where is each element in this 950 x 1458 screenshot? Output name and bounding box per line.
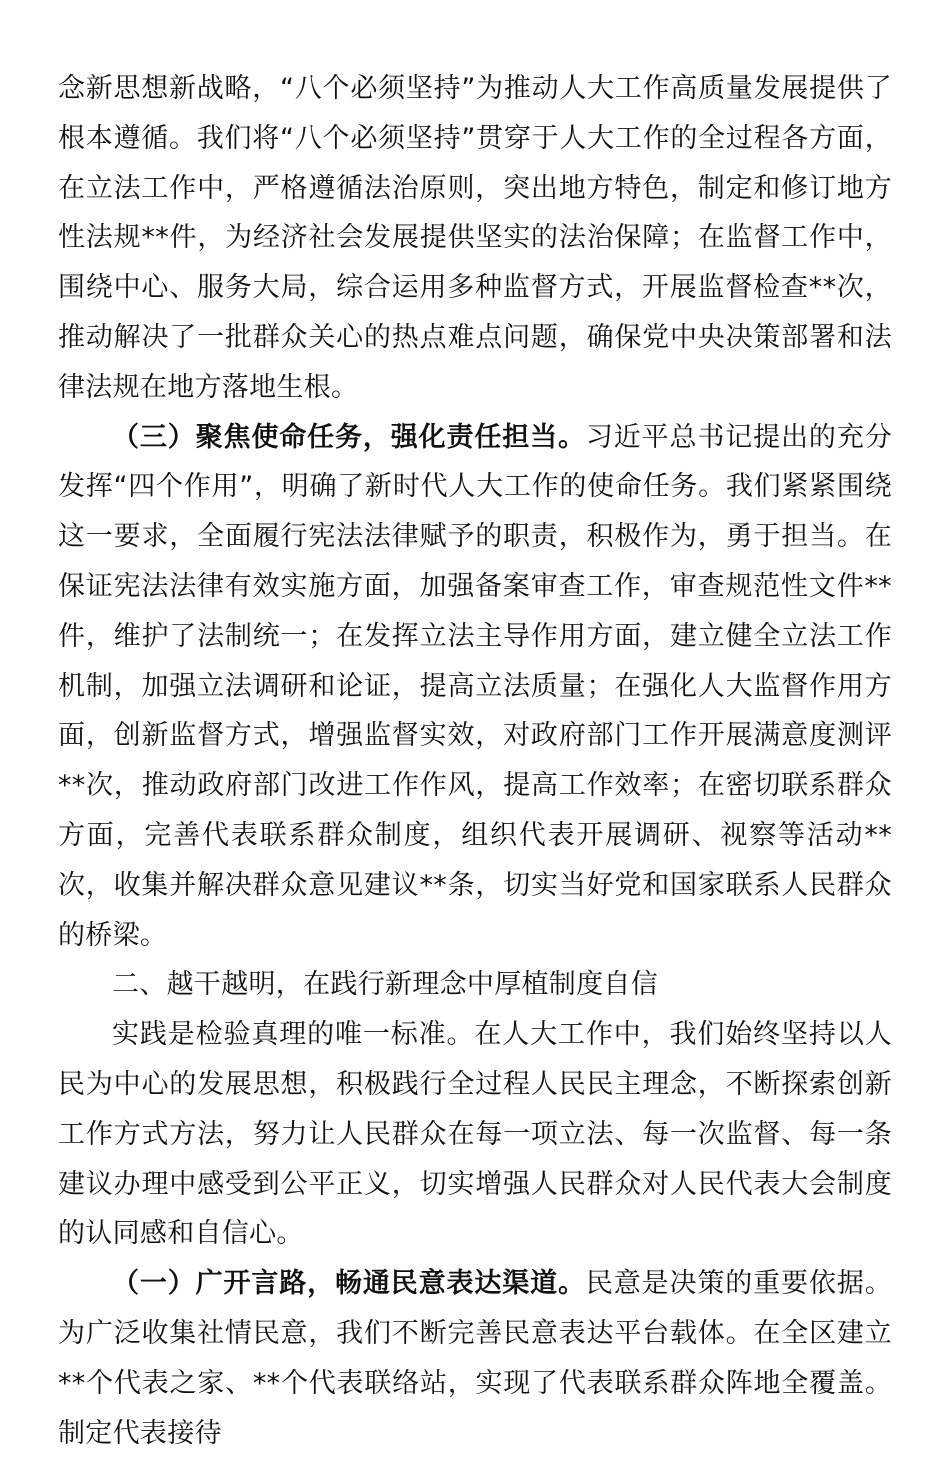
paragraph-section-3 <box>58 413 892 961</box>
paragraph-text: 实践是检验真理的唯一标准。在人大工作中，我们始终坚持以人民为中心的发展思想，积极践行全过程人民民主理念，不断探索创新工作方式方法，努力让人民群众在每一项立法、每一次监督、每一条建议办理中感受到公平正义，切实增强人民群众对人民代表大会制度的认同感和自信心。 <box>58 1019 892 1250</box>
paragraph-intro <box>58 1010 892 1259</box>
chapter-heading <box>58 960 892 1010</box>
paragraph-text: 民意是决策的重要依据。为广泛收集社情民意，我们不断完善民意表达平台载体。在全区建立**个代表之家、**个代表联络站，实现了代表联系群众阵地全覆盖。制定代表接待 <box>58 1268 892 1449</box>
chapter-heading-text: 二、越干越明，在践行新理念中厚植制度自信 <box>112 969 658 1001</box>
paragraph-text: 习近平总书记提出的充分发挥“四个作用”，明确了新时代人大工作的使命任务。我们紧紧围绕这一要求，全面履行宪法法律赋予的职责，积极作为，勇于担当。在保证宪法法律有效实施方面，加强备案审查工作，审查规范性文件**件，维护了法制统一；在发挥立法主导作用方面，建立健全立法工作机制，加强立法调研和论证，提高立法质量；在强化人大监督作用方面，创新监督方式，增强监督实效，对政府部门工作开展满意度测评**次，推动政府部门改进工作作风，提高工作效率；在密切联系群众方面，完善代表联系群众制度，组织代表开展调研、视察等活动**次，收集并解决群众意见建议**条，切实当好党和国家联系人民群众的桥梁。 <box>58 421 892 951</box>
paragraph-section-1 <box>58 1259 892 1458</box>
document-page <box>58 64 892 1458</box>
section-lead-heading: （三）聚焦使命任务，强化责任担当。 <box>112 421 586 453</box>
paragraph-text: 念新思想新战略，“八个必须坚持”为推动人大工作高质量发展提供了根本遵循。我们将“八个必须坚持”贯穿于人大工作的全过程各方面，在立法工作中，严格遵循法治原则，突出地方特色，制定和修订地方性法规**件，为经济社会发展提供坚实的法治保障；在监督工作中，围绕中心、服务大局，综合运用多种监督方式，开展监督检查**次，推动解决了一批群众关心的热点难点问题，确保党中央决策部署和法律法规在地方落地生根。 <box>58 73 892 403</box>
paragraph-continued <box>58 64 892 413</box>
section-lead-heading: （一）广开言路，畅通民意表达渠道。 <box>112 1268 586 1300</box>
